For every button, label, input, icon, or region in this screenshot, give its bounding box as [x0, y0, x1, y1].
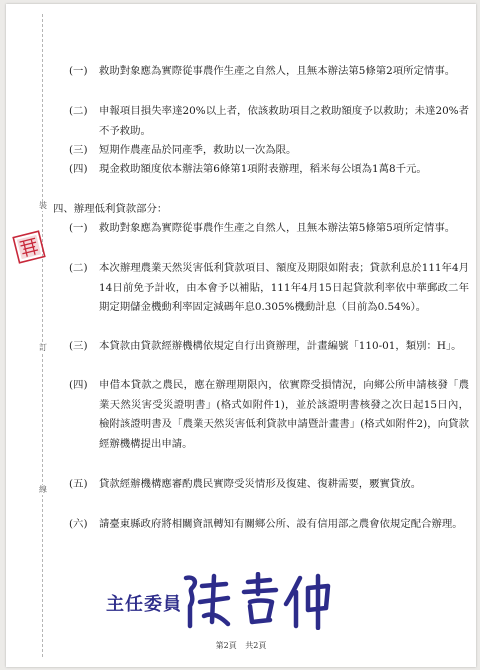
part4-item-1: (一) 救助對象應為實際從事農作生產之自然人，且無本辦法第5條第5項所定情事。	[69, 222, 456, 234]
part4-item-4: (四) 申借本貸款之農民，應在辦理期限內，依實際受損情況，向鄉公所申請核發「農業天然災害受災證明書」(格式如附件1)，並於該證明書核發之次日起15日內，檢附該證明書及「農業天然災害低利貸款申請暨計畫書」(格式如附件2)，向貸款經辦機構提出申請。	[69, 379, 469, 450]
part4-item-5: (五) 貸款經辦機構應審酌農民實際受災情形及復建、復耕需要，覈實貸放。	[69, 478, 422, 490]
page-footer	[6, 640, 476, 651]
total-pages: 共2頁	[245, 641, 267, 650]
handwritten-signature	[178, 572, 338, 630]
part3-item-1: (一) 救助對象應為實際從事農作生產之自然人，且無本辦法第5條第2項所定情事。	[69, 65, 456, 77]
binding-mark-ding: 訂	[39, 343, 47, 352]
signature-block	[106, 572, 376, 628]
binding-line	[42, 14, 43, 657]
page-number: 第2頁	[215, 641, 237, 650]
section-four-heading: 四、辦理低利貸款部分：	[53, 203, 168, 215]
part4-item-2: (二) 本次辦理農業天然災害低利貸款項目、額度及期限如附表；貸款利息於111年4月14日前免予計收，由本會予以補貼，111年4月15日起貸款利率依中華郵政二年期定期儲金機動利率固定減碼年息0.305%機動計息（目前為0.54%）。	[69, 262, 469, 313]
part4-item-3: (三) 本貸款由貸款經辦機構依規定自行出資辦理，計畫編號「110-01，類別：H」。	[69, 340, 462, 352]
signatory-title: 主任委員	[106, 594, 182, 615]
part4-item-6: (六) 請臺東縣政府將相關資訊轉知有關鄉公所、設有信用部之農會依規定配合辦理。	[69, 518, 463, 530]
part3-item-4: (四) 現金救助額度依本辦法第6條第1項附表辦理，稻米每公頃為1萬8千元。	[69, 163, 427, 175]
part3-item-2: (二) 申報項目損失率達20%以上者，依該救助項目之救助額度予以救助；未達20%者不予救助。	[69, 105, 469, 137]
binding-mark-xian: 線	[39, 485, 47, 494]
document-page	[6, 4, 476, 667]
part3-item-3: (三) 短期作農產品於同產季，救助以一次為限。	[69, 144, 297, 156]
binding-mark-zhuang: 裝	[39, 201, 47, 210]
